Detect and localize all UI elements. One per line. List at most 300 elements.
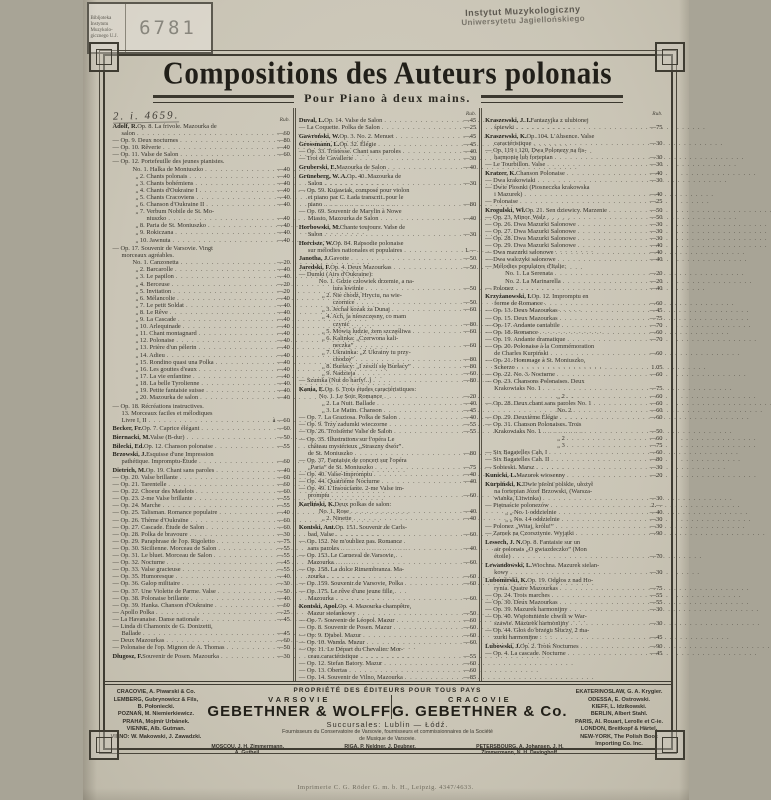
agent-line: RIGA, P. Neldner, J. Deubner. <box>344 743 416 750</box>
entry-text: — Op. 37. Une Violette de Parme. Valse <box>112 587 216 595</box>
dot-leader <box>543 495 645 502</box>
entry-text: — Op. 26. Dwa Mazurki Salonowe <box>485 220 576 228</box>
catalog-line <box>485 620 662 627</box>
price-value: —45 <box>277 615 290 623</box>
entry-text: Mazur stefankowy <box>307 610 356 618</box>
catalog-line <box>485 495 662 502</box>
dot-leader <box>217 538 273 545</box>
entry-text: caractéristique <box>494 139 532 147</box>
price-value: —55 <box>277 566 290 574</box>
composer-name: Grossmann, L. <box>298 141 340 149</box>
price-value: —40 <box>277 301 290 309</box>
catalog-line <box>485 336 662 343</box>
agent-line: PETERSBOURG, A. Johansen, J. H. <box>476 743 564 750</box>
catalog-line <box>113 222 290 229</box>
price-value: —40 <box>277 466 290 474</box>
entry-text: — Op. 30. Sicilienne. Morceau de Salon <box>112 544 217 552</box>
dot-leader <box>555 154 646 161</box>
catalog-line <box>113 295 290 302</box>
catalog-line <box>485 357 662 364</box>
catalog-line <box>113 644 290 651</box>
dot-leader <box>384 660 459 667</box>
agent-line: EKATERINOSLAW, G. A. Krygier. <box>575 689 663 696</box>
dot-leader <box>351 255 459 262</box>
catalog-line <box>113 653 290 660</box>
price-value: —55 <box>463 421 477 429</box>
price-value: —75 <box>277 537 290 545</box>
entry-text: „ 15. Rondino quasi una Polka <box>135 358 214 366</box>
dot-leader <box>156 609 273 616</box>
entry-text: — Op. 39. Hanka. Chanson d'Oukraine <box>112 601 214 609</box>
catalog-line <box>113 538 290 545</box>
catalog-line <box>485 428 662 435</box>
catalog-line <box>485 592 662 599</box>
catalog-line <box>299 264 476 271</box>
entry-text: i Mazurek) <box>494 190 523 198</box>
price-value: —60 <box>463 659 477 667</box>
price-value: —40 <box>277 236 290 244</box>
catalog-line <box>485 270 662 277</box>
catalog-line <box>485 177 662 184</box>
catalog-line <box>485 393 662 400</box>
entry-text: — Op. 11. Valse de Salon <box>112 151 179 159</box>
price-value: —45 <box>649 307 663 315</box>
composer-name: Kraszewski, J. I. <box>485 117 531 124</box>
entry-text: Krakowiaks No. 1 <box>494 385 541 393</box>
entry-text: — Op. 26. Troisième Valse de Salon <box>298 428 393 436</box>
price-value: —60 <box>463 370 477 378</box>
catalog-line <box>113 166 290 173</box>
dot-leader <box>168 481 272 488</box>
catalog-line <box>299 231 476 238</box>
composer-name: Kontski, Ant. <box>298 523 336 531</box>
dot-leader <box>560 585 646 592</box>
entry-text: Op. 84. Rapsodie polonaise <box>332 239 404 247</box>
price-value: —55 <box>649 591 663 599</box>
catalog-line <box>113 623 290 630</box>
catalog-line <box>485 464 662 471</box>
catalog-line <box>299 478 476 485</box>
catalog-line <box>485 161 662 168</box>
entry-text: — Dwie Piosnki (Piosneczka krakowska <box>485 183 590 191</box>
entry-text: Livre I, II <box>121 416 147 424</box>
dot-leader <box>137 130 273 137</box>
catalog-line <box>299 356 476 363</box>
price-value: —40 <box>277 172 290 180</box>
entry-text: — Zamek na Czorsztynie. Wyjątki <box>485 530 574 538</box>
price-value: —40 <box>649 284 663 292</box>
catalog-line <box>485 235 662 242</box>
entry-text: — Op. 30. Deux Mazourkas <box>485 598 558 606</box>
catalog-line <box>299 240 476 247</box>
price-value: —25 <box>649 198 663 206</box>
dot-leader <box>173 288 273 295</box>
composer-name: Kurpiński, K. <box>485 480 523 488</box>
price-value: —90 <box>649 642 663 650</box>
entry-text: neczka” <box>332 341 354 349</box>
entry-text: — Op. 27. Dwa Mazurki Salonowe <box>485 227 576 235</box>
catalog-line <box>113 337 290 344</box>
entry-text: — Op. 24. Marche <box>112 502 161 510</box>
entry-text: — Op. 11. Le Départ du Chevalier. Mor- <box>298 645 404 653</box>
catalog-line <box>299 653 476 660</box>
entry-text: bad, Valse <box>307 530 334 538</box>
catalog-line <box>485 562 662 569</box>
composer-name: Krzyżanowski, I. <box>485 293 532 301</box>
agent-riga <box>344 744 415 756</box>
entry-text: Op. 4. Deux Mazourkas <box>330 263 392 271</box>
catalog-line <box>299 552 476 559</box>
catalog-line <box>299 321 476 328</box>
entry-text: „ „ No. 14 oddzielnie <box>505 516 560 524</box>
catalog-line <box>299 117 476 124</box>
entry-text: — Op. 40. Wspomnienie chwili w War- <box>485 612 587 620</box>
entry-text: szawie. Mazurek harmonijny <box>494 619 569 627</box>
entry-text: Op. 19. Odgłos z nad Ho- <box>527 577 594 585</box>
city-label: CRACOVIE <box>448 695 512 705</box>
price-value: —40 <box>463 215 477 223</box>
price-value: —40 <box>277 294 290 302</box>
price-value: —40 <box>277 509 290 517</box>
dot-leader <box>380 215 459 222</box>
entry-text: chodzę” <box>332 356 354 363</box>
entry-text: — Op. 9. Deux nocturnes <box>112 137 179 145</box>
price-value: —60 <box>463 580 477 588</box>
price-value: —60 <box>649 399 663 407</box>
agent-petersbourg <box>476 744 563 756</box>
price-value: —80 <box>277 137 290 145</box>
dot-leader <box>336 531 459 538</box>
price-value: —75 <box>649 442 663 450</box>
dot-leader <box>384 117 459 124</box>
price-value: —40 <box>277 186 290 194</box>
entry-text: — Op. 17. Andante cantabile <box>485 321 560 329</box>
entry-text: Mazurek wiosenny <box>516 472 566 480</box>
entry-text: „ 9. Nadzieja <box>321 370 356 378</box>
dot-leader <box>543 428 646 435</box>
dot-leader <box>163 144 273 151</box>
dot-leader <box>399 414 459 421</box>
dot-leader <box>172 237 272 244</box>
dot-leader <box>175 229 273 236</box>
entry-text: — Op. 18. Romance <box>485 328 538 336</box>
catalog-line <box>113 609 290 616</box>
price-value: —60 <box>463 617 477 625</box>
dot-leader <box>510 569 645 576</box>
price-value: —70 <box>649 321 663 329</box>
entry-text: Chante toujours. Valse de <box>339 223 406 231</box>
entry-text: et piano par C. Łada transcrit. pour le <box>307 193 404 201</box>
library-stamp-line: Instytutu <box>90 22 109 27</box>
catalog-line <box>485 249 662 256</box>
catalog-line <box>485 488 662 495</box>
catalog-line <box>299 386 476 393</box>
entry-text: „ 2. Ninette <box>321 515 352 523</box>
catalog-line <box>299 292 476 299</box>
entry-text: — Op. 8. Souvenir de Posen. Mazur <box>298 624 392 632</box>
dot-leader <box>168 215 272 222</box>
price-value: —40 <box>463 515 477 523</box>
catalog-line <box>299 566 476 573</box>
catalog-line <box>113 201 290 208</box>
price-value: —30 <box>463 230 477 238</box>
entry-text: No. 1. Halka de Moniuszko <box>132 165 204 173</box>
composer-name: Adolf, R. <box>112 123 138 130</box>
entry-text: „ 2. Barcarolle <box>135 266 173 274</box>
price-value: —75 <box>649 584 663 592</box>
price-value: —60 <box>649 300 663 308</box>
price-value: —40 <box>277 394 290 402</box>
entry-text: „ 12. Polonaise <box>135 337 175 345</box>
entry-text: — Polonaise <box>485 198 518 206</box>
entry-text: na fortepian Józef Brzowski, (Warsza- <box>494 487 593 495</box>
entry-text: „ 7. Ukrainka: „Z Ukrainy tu przy- <box>321 348 411 356</box>
entry-text: — Op. 19. Andante dramatique <box>485 335 566 343</box>
entry-text: Valse (B-dur) <box>149 434 185 442</box>
entry-text: „ 2. La Nuit. Ballade <box>321 400 376 408</box>
catalog-line <box>299 224 476 231</box>
accession-number-stamp: 6781 <box>139 17 197 39</box>
entry-text: Salon <box>307 230 323 238</box>
catalog-line <box>299 194 476 201</box>
composer-name: Kunicki, L. <box>485 472 517 480</box>
entry-text: — Op. 59. Kujawiak, composé pour violon <box>298 186 410 194</box>
dot-leader <box>403 148 459 155</box>
entry-text: — Op. 32. Nocturne <box>112 559 165 567</box>
catalog-line <box>485 442 662 449</box>
catalog-line <box>113 187 290 194</box>
dot-leader <box>182 580 273 587</box>
catalog-line <box>299 588 476 595</box>
entry-text: — Six Bagatelles Cah. I <box>485 449 548 457</box>
dot-leader <box>215 443 273 450</box>
entry-text: Op. 12. Chanson polonaise <box>143 442 213 450</box>
price-value: —40 <box>277 372 290 380</box>
price-value: —40 <box>277 358 290 366</box>
entry-text: Op. 40. Mazourka de <box>346 172 402 180</box>
catalog-line <box>113 373 290 380</box>
catalog-line <box>485 364 662 371</box>
entry-text: sur mélodies nationales et populaires <box>307 246 403 254</box>
library-stamp-line: Bibljoteka <box>90 16 112 21</box>
entry-text: morceaux agréables. <box>121 252 175 260</box>
dot-leader <box>394 428 459 435</box>
composer-name: Gruberski, E. <box>298 164 337 172</box>
price-value: —30 <box>649 161 663 169</box>
entry-text: „ 9. La Cascade <box>135 316 176 324</box>
dot-leader <box>190 531 273 538</box>
institute-stamp <box>412 2 633 29</box>
dot-leader <box>373 377 459 384</box>
entry-text: „ 11. Chant montagnard <box>135 330 197 338</box>
dot-leader <box>524 191 645 198</box>
composer-name: Bilecki, Ed. <box>112 442 144 450</box>
entry-text: — Op. 35. Illustrations sur l'opéra Le <box>298 435 395 443</box>
entry-text: 13. Morceaux faciles et mélodiques <box>121 409 213 417</box>
agents-left <box>105 685 208 756</box>
composer-name: Kratzer, K. <box>485 169 516 177</box>
entry-text: „ 8. Paria de St. Moniuszko <box>135 222 206 230</box>
catalog-line <box>299 559 476 566</box>
catalog-line <box>113 302 290 309</box>
dot-leader <box>562 322 646 329</box>
dot-leader <box>404 247 459 254</box>
publisher-block <box>207 685 567 756</box>
catalog-line <box>299 148 476 155</box>
handwritten-accession: 2. i. 4659. <box>112 109 179 123</box>
dot-leader <box>512 553 645 560</box>
entry-text: — Op. 13. Obertas <box>298 667 348 675</box>
catalog-line <box>485 421 662 428</box>
price-value: 1.— <box>464 246 477 254</box>
price-value: —30 <box>649 139 663 147</box>
dot-leader <box>167 352 273 359</box>
entry-text: No. 1. Gdzie człowiek drzemie, a na- <box>318 277 415 285</box>
dot-leader <box>219 509 272 516</box>
page-frame <box>103 54 673 756</box>
currency-label: Rub. <box>279 117 290 123</box>
price-value: —55 <box>649 598 663 606</box>
catalog-line <box>113 443 290 450</box>
price-value: —50 <box>277 644 290 652</box>
entry-text: sans paroles <box>307 544 339 552</box>
entry-text: — Dwa mazurki salonowe <box>485 249 554 257</box>
price-value: —60 <box>649 413 663 421</box>
price-value: —50 <box>463 299 477 307</box>
catalog-line <box>299 674 476 681</box>
catalog-line <box>485 307 662 314</box>
dot-leader <box>377 400 459 407</box>
catalog-line <box>485 553 662 560</box>
price-value: —50 <box>649 213 663 221</box>
library-stamp-line: gicznego U.J. <box>90 34 118 39</box>
composer-name: Becker, Fr. <box>112 425 143 433</box>
dot-leader <box>567 472 645 479</box>
dot-leader <box>374 471 459 478</box>
price-value: —50 <box>463 255 477 263</box>
entry-text: „ „ No. 1 oddzielnie <box>505 509 557 517</box>
price-value: —40 <box>277 165 290 173</box>
price-value: —60 <box>649 328 663 336</box>
catalog-line <box>299 545 476 552</box>
price-value: —50 <box>277 587 290 595</box>
dot-leader <box>360 653 459 660</box>
entry-text: No. 1. Canzonetta <box>132 259 179 267</box>
price-value: —40 <box>277 365 290 373</box>
agent-line: BERLIN, Albert Stahl. <box>590 711 648 718</box>
dot-leader <box>533 140 645 147</box>
dot-leader <box>355 450 459 457</box>
dot-leader <box>202 616 273 623</box>
catalog-line <box>113 474 290 481</box>
catalog-line <box>299 428 476 435</box>
entry-text: — Op. 21. Hommage à St. Moniuszko, <box>485 357 586 365</box>
dot-leader <box>578 242 646 249</box>
catalog-line <box>113 180 290 187</box>
dot-leader <box>567 336 645 343</box>
catalog-line <box>485 300 662 307</box>
price-value: —30 <box>649 176 663 184</box>
price-value: —40 <box>463 507 477 515</box>
catalog-line <box>485 569 662 576</box>
price-value: —30 <box>649 605 663 613</box>
entry-text: — Op. 36. Galop militaire <box>112 580 180 588</box>
entry-text: — Op. 153. Le Carneval de Varsovie, <box>298 552 396 560</box>
dot-leader <box>214 552 273 559</box>
price-value: —40 <box>277 229 290 237</box>
price-value: —40 <box>277 215 290 223</box>
composer-name: Horbowski, M. <box>298 223 340 231</box>
catalog-line <box>113 434 290 441</box>
catalog-line <box>113 130 290 137</box>
catalog-line <box>299 624 476 631</box>
dot-leader <box>199 366 273 373</box>
entry-text: — La Havanaise. Danse nationale <box>112 615 200 623</box>
dot-leader <box>175 266 273 273</box>
dot-leader <box>199 458 273 465</box>
catalog-line <box>113 417 290 424</box>
composer-name: Długosz, F. <box>112 652 143 660</box>
dot-leader <box>562 516 646 523</box>
catalog-line <box>485 147 662 154</box>
catalog-line <box>485 449 662 456</box>
dot-leader <box>206 201 273 208</box>
dot-leader <box>545 300 646 307</box>
dot-leader <box>166 637 273 644</box>
composer-name: Horcisze, W. <box>298 239 333 247</box>
dot-leader <box>149 417 271 424</box>
catalog-line <box>299 141 476 148</box>
dot-leader <box>560 307 646 314</box>
catalog-line <box>485 435 662 442</box>
agent-line: NEW-YORK, The Polish Book <box>580 733 658 740</box>
entry-text: Op. 3. No. 2. Menuet <box>339 132 394 140</box>
catalog-line <box>113 309 290 316</box>
entry-text: — Op. 39. Mazurek harmonijny <box>485 605 568 613</box>
price-value: —30 <box>277 530 290 538</box>
entry-text: „ 2. Chants polonais <box>135 172 188 180</box>
price-value: —30 <box>649 463 663 471</box>
entry-text: promptu <box>307 492 330 500</box>
price-value: —30 <box>649 516 663 524</box>
dot-leader <box>550 350 645 357</box>
catalog-line <box>113 394 290 401</box>
agent-line: VIENNE, Alb. Gutman. <box>126 726 186 733</box>
institute-stamp-line: Instytut Muzykologiczny <box>464 3 581 19</box>
dot-leader <box>557 371 646 378</box>
entry-text: Op. 19. Chant sans paroles <box>145 466 215 474</box>
dot-leader <box>206 524 273 531</box>
entry-text: étoile) <box>494 553 511 561</box>
composer-name: Duval, L. <box>298 117 325 124</box>
price-value: —60 <box>277 516 290 524</box>
city-label: VARSOVIE <box>268 695 331 705</box>
catalog-line <box>299 580 476 587</box>
catalog-line <box>485 481 662 488</box>
price-value: —60 <box>277 425 290 433</box>
catalog-line <box>299 646 476 653</box>
entry-text: — Op. 24. Trois marches <box>485 591 550 599</box>
price-value: —60 <box>463 341 477 349</box>
catalog-line <box>113 425 290 432</box>
entry-text: Esquisse d'une Impression <box>146 451 214 459</box>
catalog-line <box>113 237 290 244</box>
entry-text: — Op. 21. Tarentelle <box>112 481 167 489</box>
fournisseurs-line: Fournisseurs du Conservatoire de Varsovie, fournisseurs et commissionnaires de la Société <box>282 729 493 736</box>
catalog-line <box>113 573 290 580</box>
entry-text: — Op. 49. L'Insouciante. 2-me Valse im- <box>298 485 405 493</box>
catalog-line <box>299 524 476 531</box>
